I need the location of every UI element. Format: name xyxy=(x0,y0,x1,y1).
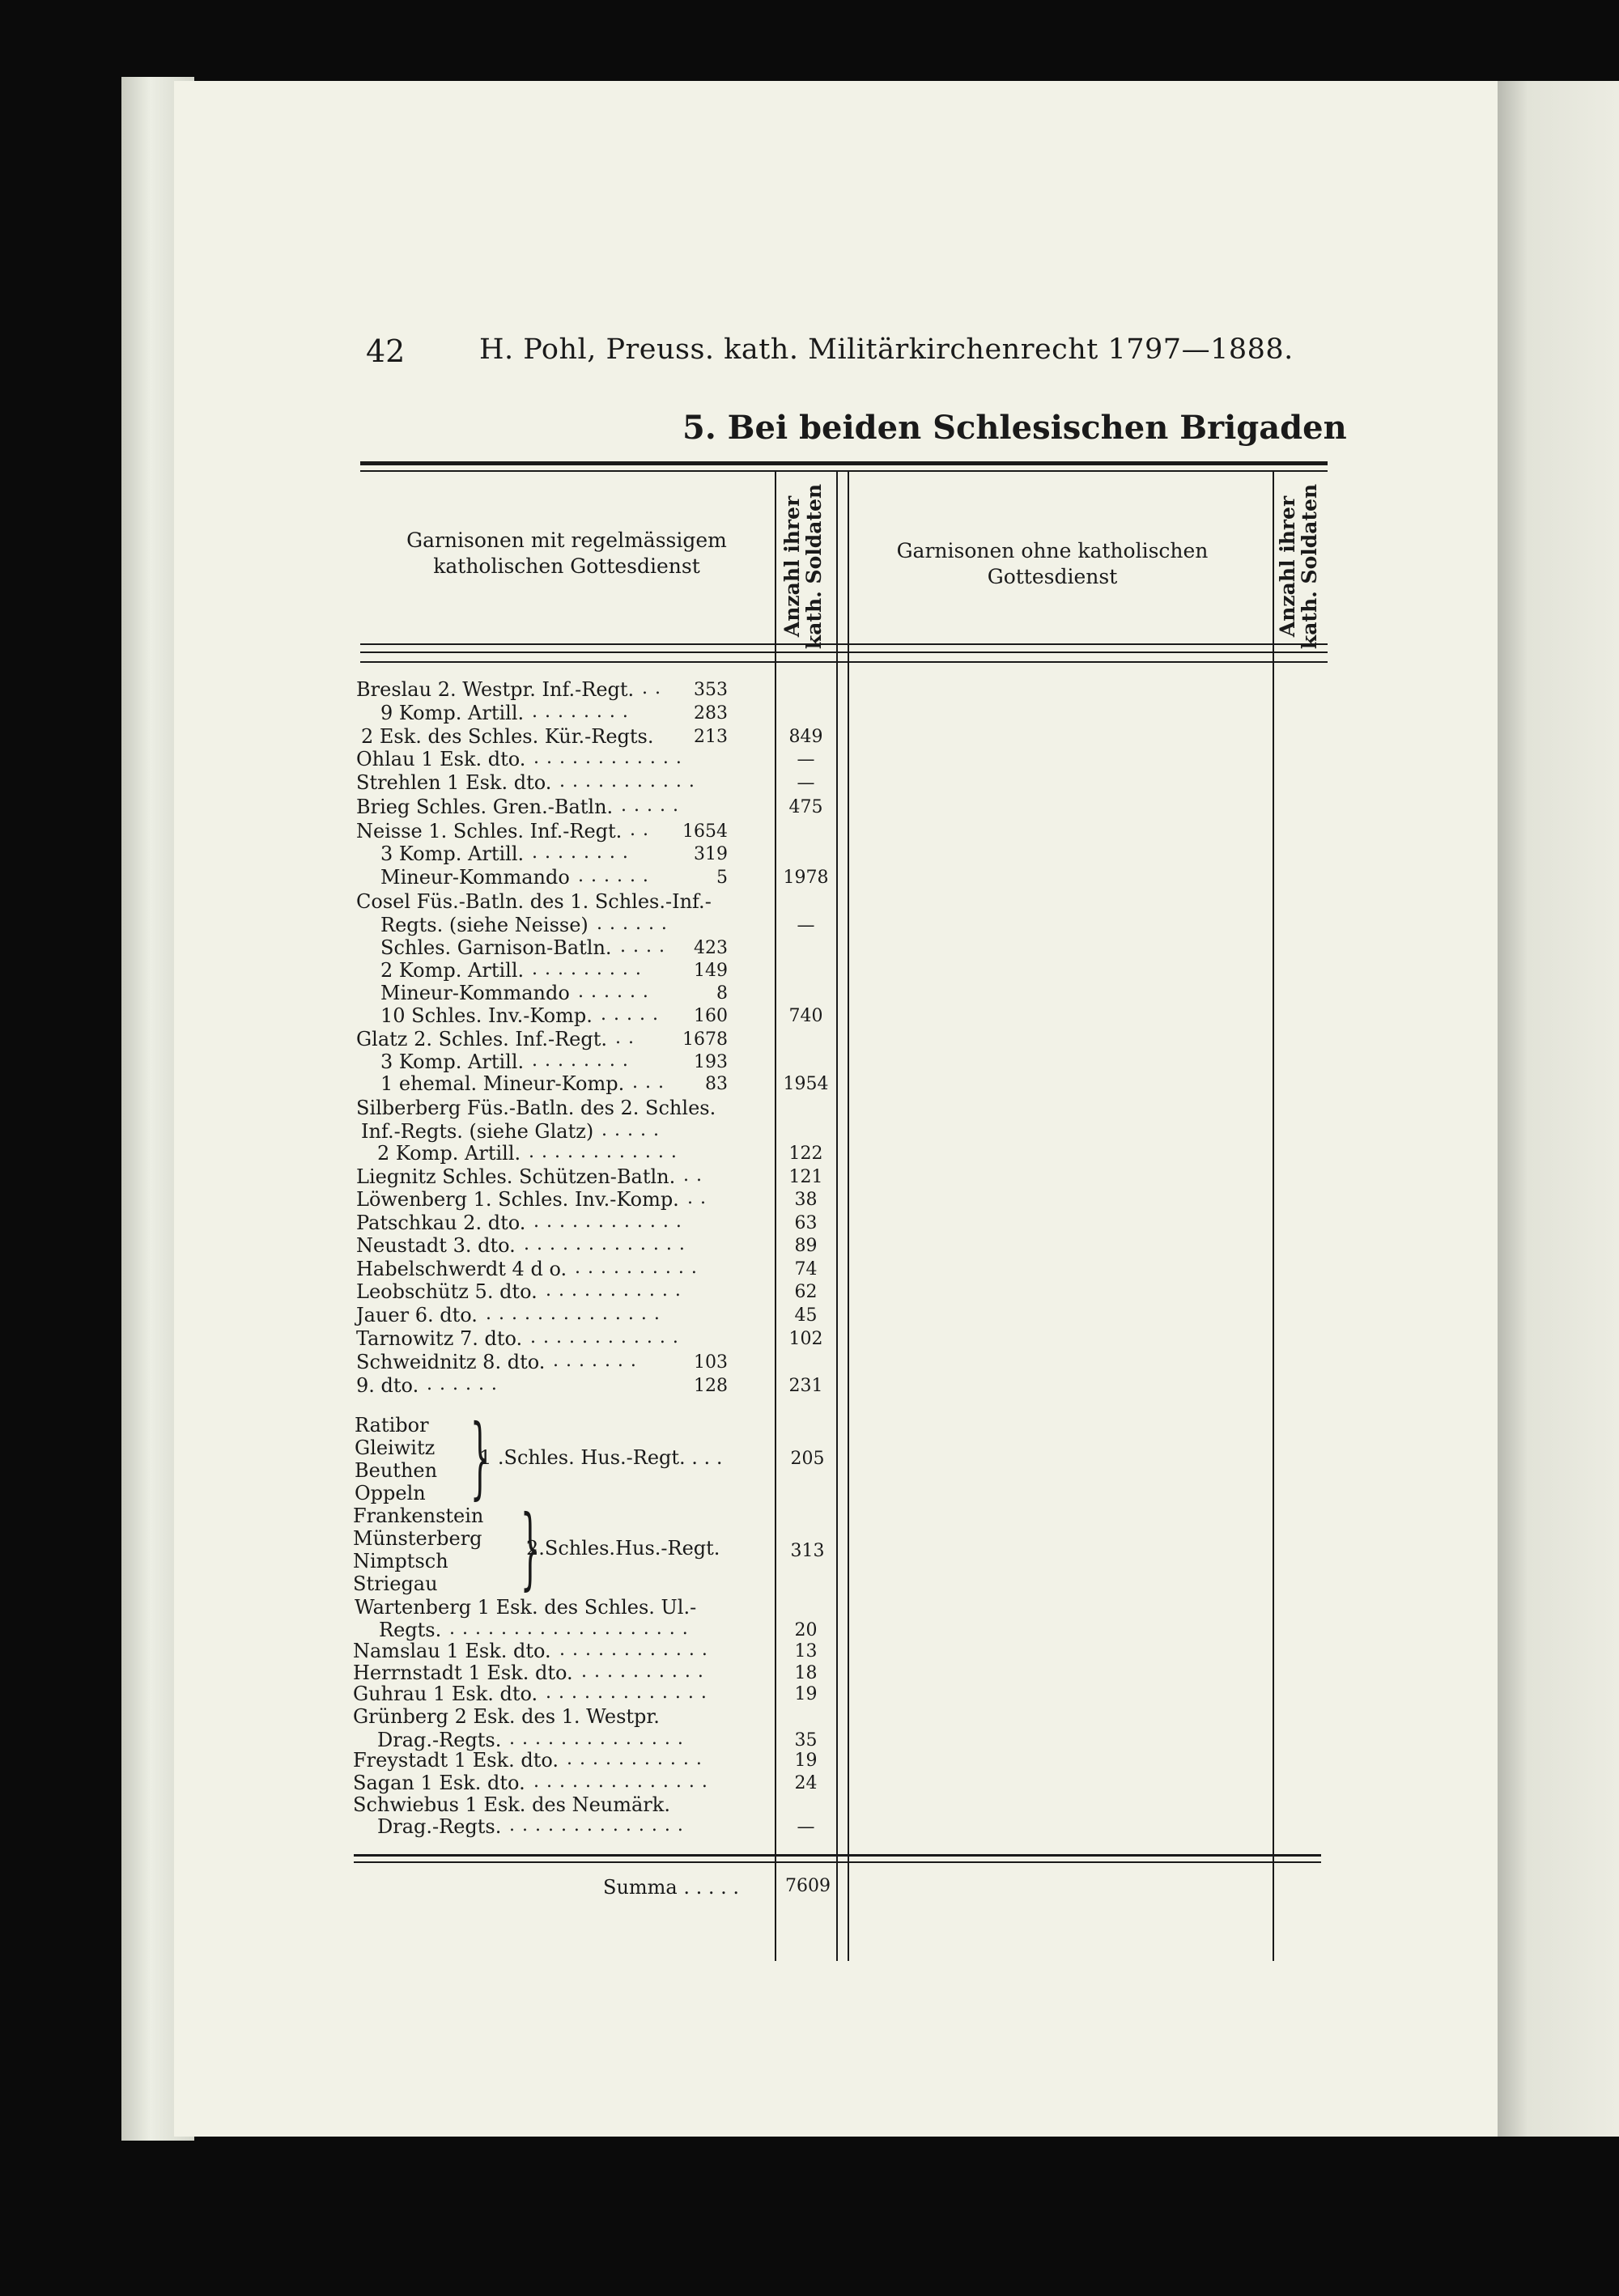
leader-dots: . . . . . . . . . . . . . . xyxy=(486,1304,661,1324)
leader-dots: . . . . . . . . . . . . . xyxy=(524,1234,686,1254)
garrison-label: Schweidnitz 8. dto. xyxy=(356,1351,546,1373)
sub-count: 149 xyxy=(694,961,728,981)
garrison-label: Cosel Füs.-Batln. des 1. Schles.-Inf.- xyxy=(356,890,712,913)
total-count: 13 xyxy=(794,1641,818,1662)
garrison-label: Sagan 1 Esk. dto. xyxy=(353,1772,525,1794)
garrison-label: 2 Komp. Artill. xyxy=(380,959,525,982)
sub-count: 83 xyxy=(705,1074,728,1094)
regiment-label: 1 .Schles. Hus.-Regt. . . . xyxy=(479,1446,723,1469)
total-count: 1954 xyxy=(783,1074,829,1094)
leader-dots: . . . . . xyxy=(601,1120,660,1140)
sub-count: 5 xyxy=(716,868,728,888)
header-rule-3 xyxy=(360,661,1328,663)
garrison-label: Freystadt 1 Esk. dto. xyxy=(353,1749,559,1772)
leader-dots: . . . . . . xyxy=(597,914,668,934)
total-count: 102 xyxy=(788,1329,823,1349)
leader-dots: . . . . . . . . . . . . xyxy=(559,1640,708,1660)
total-count: 35 xyxy=(794,1730,818,1751)
leader-dots: . . . . . . . . . . xyxy=(575,1258,698,1278)
sub-count: 283 xyxy=(694,703,728,724)
leader-dots: . . xyxy=(630,820,649,840)
leader-dots: . . . . . . . . . . . xyxy=(567,1749,703,1769)
garrison-label: 3 Komp. Artill. xyxy=(380,842,525,865)
column-header-count-2: Anzahl ihrer kath. Soldaten xyxy=(1276,483,1321,650)
leader-dots: . . . . . . xyxy=(578,982,649,1002)
column-divider-2 xyxy=(836,472,838,1961)
total-count: 231 xyxy=(788,1376,823,1396)
garrison-label: Herrnstadt 1 Esk. dto. xyxy=(353,1662,573,1684)
leader-dots: . . . . . . . . . . . . . . xyxy=(533,1772,708,1792)
leader-dots: . . . . . . xyxy=(578,866,649,886)
garrison-label: Neisse 1. Schles. Inf.-Regt. xyxy=(356,820,623,842)
total-count: 19 xyxy=(794,1684,818,1704)
total-count: 24 xyxy=(794,1773,818,1793)
total-count: 89 xyxy=(794,1236,818,1256)
header-rule-2 xyxy=(360,651,1328,653)
garrison-label: Brieg Schles. Gren.-Batln. xyxy=(356,796,614,818)
regiment-label: 2.Schles.Hus.-Regt. xyxy=(526,1537,720,1560)
section-title: 5. Bei beiden Schlesischen Brigaden xyxy=(682,409,1347,447)
garrison-label: Inf.-Regts. (siehe Glatz) xyxy=(361,1120,594,1143)
garrison-label: 10 Schles. Inv.-Komp. xyxy=(380,1004,593,1027)
total-count: 740 xyxy=(788,1006,823,1026)
leader-dots: . . xyxy=(615,1028,635,1048)
total-count: — xyxy=(797,773,815,793)
garrison-label: Löwenberg 1. Schles. Inv.-Komp. xyxy=(356,1188,679,1211)
total-count: 74 xyxy=(794,1259,818,1280)
leader-dots: . . . . . . . . . . . . . . . . . . . xyxy=(449,1619,689,1639)
garrison-label: Grünberg 2 Esk. des 1. Westpr. xyxy=(353,1705,660,1728)
leader-dots: . . . . . . xyxy=(427,1374,498,1394)
total-count: — xyxy=(797,1817,815,1837)
total-count: 38 xyxy=(794,1190,818,1210)
sub-count: 8 xyxy=(716,983,728,1004)
sub-count: 423 xyxy=(694,938,728,958)
garrison-label: Drag.-Regts. xyxy=(377,1815,502,1838)
garrison-label: Jauer 6. dto. xyxy=(356,1304,478,1326)
header-rule-1 xyxy=(360,643,1328,645)
garrison-label: Schles. Garnison-Batln. xyxy=(380,936,612,959)
garrison-label: 9 Komp. Artill. xyxy=(380,702,525,724)
garrison-label: 1 ehemal. Mineur-Komp. xyxy=(380,1072,625,1095)
leader-dots: . . . . . . . . . . . . . . xyxy=(509,1729,684,1749)
leader-dots: . . . . . . . . . . . . xyxy=(533,1212,682,1232)
leader-dots: . . . . . . . . . . . . xyxy=(530,1327,679,1347)
garrison-label: Patschkau 2. dto. xyxy=(356,1212,526,1234)
leader-dots: . . xyxy=(687,1188,707,1208)
brace-icon: } xyxy=(520,1496,541,1599)
column-header-with-service: Garnisonen mit regelmässigem katholischen Gottesdienst xyxy=(406,528,727,578)
garrison-label: Ohlau 1 Esk. dto. xyxy=(356,748,526,770)
garrison-label: Tarnowitz 7. dto. xyxy=(356,1327,523,1350)
column-divider-4 xyxy=(1273,472,1274,1961)
sub-count: 1678 xyxy=(682,1029,728,1050)
leader-dots: . . . . . . . . . . xyxy=(581,1662,704,1682)
town-name: Frankenstein xyxy=(353,1504,484,1527)
town-name: Nimptsch xyxy=(353,1550,448,1572)
top-rule-thin xyxy=(360,470,1328,472)
leader-dots: . . . . . . . . . . . . . xyxy=(546,1683,708,1703)
total-count: 121 xyxy=(788,1167,823,1187)
brace-icon: } xyxy=(470,1405,491,1509)
leader-dots: . . . xyxy=(632,1072,665,1093)
leader-dots: . . . . . . . . . . . . xyxy=(533,748,682,768)
leader-dots: . . . . . . . . xyxy=(532,1050,629,1071)
total-value: 7609 xyxy=(785,1876,831,1896)
total-count: 122 xyxy=(788,1144,823,1164)
garrison-label: Silberberg Füs.-Batln. des 2. Schles. xyxy=(356,1097,716,1119)
sub-count: 128 xyxy=(694,1376,728,1396)
sub-count: 103 xyxy=(694,1352,728,1373)
leader-dots: . . . . . . . . . xyxy=(532,959,642,979)
garrison-label: Habelschwerdt 4 d o. xyxy=(356,1258,567,1280)
garrison-label: 2 Komp. Artill. xyxy=(377,1142,521,1165)
sub-count: 193 xyxy=(694,1052,728,1072)
total-count: 205 xyxy=(790,1449,825,1469)
total-count: 62 xyxy=(794,1282,818,1302)
garrison-label: Wartenberg 1 Esk. des Schles. Ul.- xyxy=(355,1596,697,1619)
garrison-label: Liegnitz Schles. Schützen-Batln. xyxy=(356,1165,676,1188)
garrison-label: 9. dto. xyxy=(356,1374,419,1397)
leader-dots: . . . . . . . . . . . xyxy=(546,1280,682,1301)
column-header-without-service: Garnisonen ohne katholischen Gottesdienst xyxy=(896,539,1209,588)
garrison-label: Neustadt 3. dto. xyxy=(356,1234,516,1257)
garrison-label: Regts. xyxy=(379,1619,442,1641)
garrison-label: Guhrau 1 Esk. dto. xyxy=(353,1683,538,1705)
sub-count: 160 xyxy=(694,1006,728,1026)
town-name: Gleiwitz xyxy=(355,1437,436,1459)
leader-dots: . . . . . . . . . . . xyxy=(559,771,695,792)
total-count: 849 xyxy=(788,727,823,747)
garrison-label: Strehlen 1 Esk. dto. xyxy=(356,771,552,794)
garrison-label: Mineur-Kommando xyxy=(380,982,570,1004)
garrison-label: Namslau 1 Esk. dto. xyxy=(353,1640,551,1662)
garrison-label: Glatz 2. Schles. Inf.-Regt. xyxy=(356,1028,608,1050)
total-label: Summa . . . . . xyxy=(603,1876,740,1899)
leader-dots: . . . . . . . . . . . . xyxy=(529,1142,678,1162)
garrison-label: 2 Esk. des Schles. Kür.-Regts. xyxy=(361,725,654,748)
sub-count: 353 xyxy=(694,680,728,700)
garrison-label: Leobschütz 5. dto. xyxy=(356,1280,538,1303)
leader-dots: . . . . . xyxy=(621,796,679,816)
town-name: Oppeln xyxy=(355,1482,426,1504)
town-name: Striegau xyxy=(353,1572,438,1595)
leader-dots: . . . . . . . . xyxy=(532,702,629,722)
garrison-label: 3 Komp. Artill. xyxy=(380,1050,525,1073)
total-count: 63 xyxy=(794,1213,818,1233)
facing-page-edge xyxy=(1498,81,1619,2137)
town-name: Münsterberg xyxy=(353,1527,482,1550)
total-count: — xyxy=(797,915,815,936)
leader-dots: . . xyxy=(642,678,661,698)
town-name: Beuthen xyxy=(355,1459,438,1482)
column-header-count-1: Anzahl ihrer kath. Soldaten xyxy=(780,483,826,650)
sub-count: 1654 xyxy=(682,821,728,842)
running-title: H. Pohl, Preuss. kath. Militärkirchenrecht 1797—1888. xyxy=(479,333,1294,366)
page-number: 42 xyxy=(366,333,406,369)
leader-dots: . . xyxy=(683,1165,703,1186)
total-count: 1978 xyxy=(783,868,829,888)
total-count: — xyxy=(797,749,815,770)
total-count: 19 xyxy=(794,1751,818,1771)
leader-dots: . . . . . xyxy=(601,1004,659,1025)
column-divider-3 xyxy=(848,472,849,1961)
total-count: 475 xyxy=(788,797,823,817)
total-count: 313 xyxy=(790,1541,825,1561)
garrison-label: Mineur-Kommando xyxy=(380,866,570,889)
garrison-label: Breslau 2. Westpr. Inf.-Regt. xyxy=(356,678,635,701)
total-count: 45 xyxy=(794,1305,818,1326)
sub-count: 213 xyxy=(694,727,728,747)
garrison-label: Regts. (siehe Neisse) xyxy=(380,914,589,936)
total-count: 18 xyxy=(794,1663,818,1683)
leader-dots: . . . . . . . xyxy=(553,1351,637,1371)
leader-dots: . . . . xyxy=(620,936,665,957)
leader-dots: . . . . . . . . xyxy=(532,842,629,863)
garrison-label: Drag.-Regts. xyxy=(377,1729,502,1751)
total-count: 20 xyxy=(794,1620,818,1640)
town-name: Ratibor xyxy=(355,1414,429,1437)
leader-dots: . . . . . . . . . . . . . . xyxy=(509,1815,684,1836)
sub-count: 319 xyxy=(694,844,728,864)
top-rule-thick xyxy=(360,461,1328,465)
garrison-label: Schwiebus 1 Esk. des Neumärk. xyxy=(353,1793,670,1816)
